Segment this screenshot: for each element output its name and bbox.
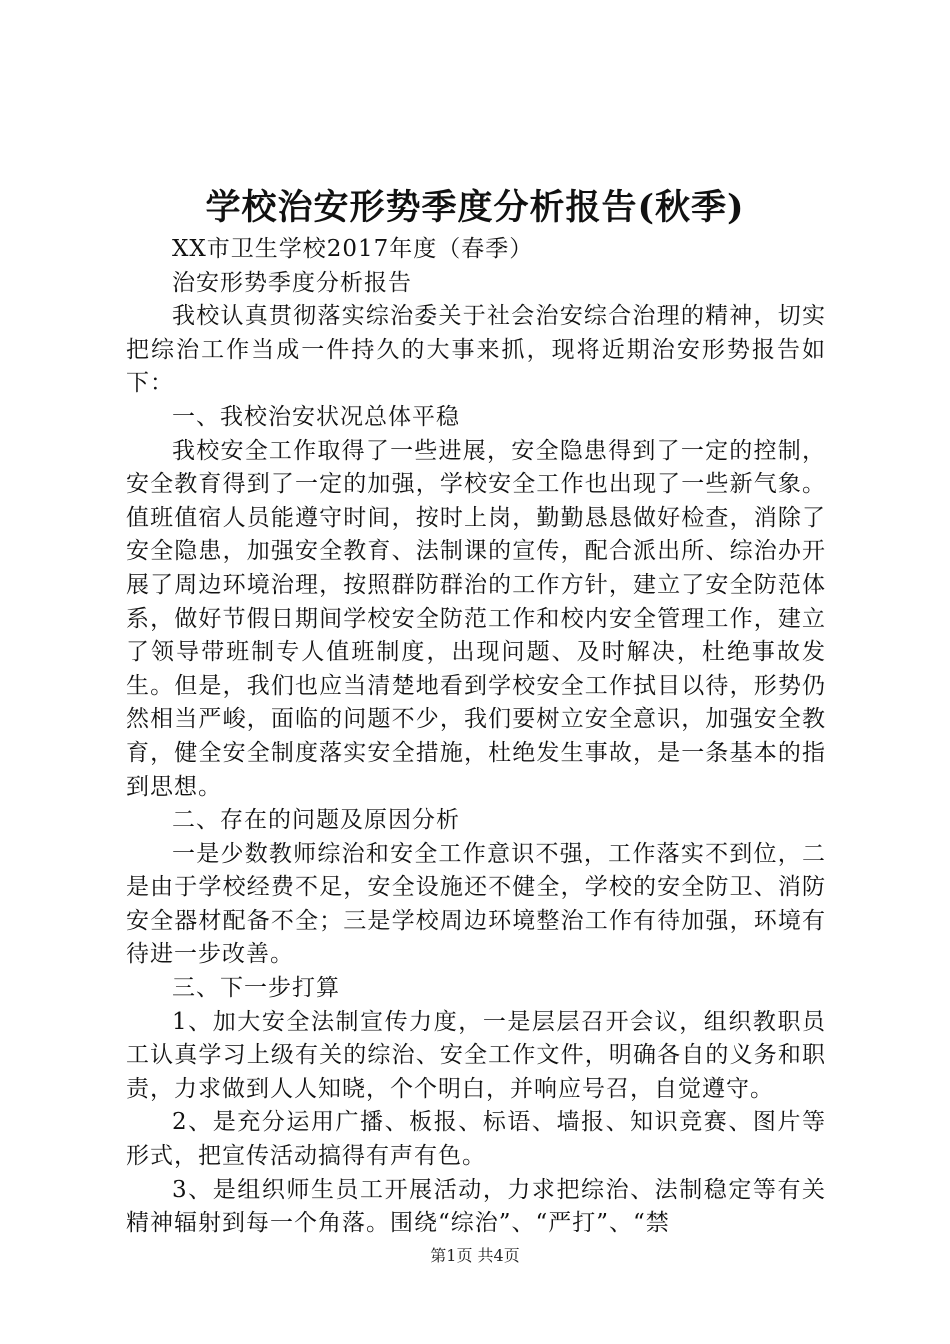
paragraph-plan-1: 1、加大安全法制宣传力度，一是层层召开会议，组织教职员工认真学习上级有关的综治、安全工作文件，明确各自的义务和职责，力求做到人人知晓，个个明白，并响应号召，自觉遵守。	[126, 1008, 826, 1102]
paragraph-subtitle: 治安形势季度分析报告	[172, 269, 412, 296]
section-heading-3: 三、下一步打算	[172, 975, 340, 1002]
document-body	[126, 233, 826, 1241]
paragraph-section-2: 一是少数教师综治和安全工作意识不强，工作落实不到位，二是由于学校经费不足，安全设施还不健全，学校的安全防卫、消防安全器材配备不全；三是学校周边环境整治工作有待加强，环境有待进一步改善。	[126, 840, 826, 968]
paragraph-intro: 我校认真贯彻落实综治委关于社会治安综合治理的精神，切实把综治工作当成一件持久的大事来抓，现将近期治安形势报告如下：	[126, 303, 826, 397]
document-title: 学校治安形势季度分析报告(秋季)	[205, 187, 745, 228]
section-heading-2: 二、存在的问题及原因分析	[172, 807, 460, 834]
paragraph-plan-3: 3、是组织师生员工开展活动，力求把综治、法制稳定等有关精神辐射到每一个角落。围绕“综治”、“严打”、“禁	[126, 1176, 826, 1237]
paragraph-plan-2: 2、是充分运用广播、板报、标语、墙报、知识竞赛、图片等形式，把宣传活动搞得有声有色。	[126, 1109, 826, 1170]
paragraph-section-1: 我校安全工作取得了一些进展，安全隐患得到了一定的控制，安全教育得到了一定的加强，学校安全工作也出现了一些新气象。值班值宿人员能遵守时间，按时上岗，勤勤恳恳做好检查，消除了安全隐患，加强安全教育、法制课的宣传，配合派出所、综治办开展了周边环境治理，按照群防群治的工作方针，建立了安全防范体系，做好节假日期间学校安全防范工作和校内安全管理工作，建立了领导带班制专人值班制度，出现问题、及时解决，杜绝事故发生。但是，我们也应当清楚地看到学校安全工作拭目以待，形势仍然相当严峻，面临的问题不少，我们要树立安全意识，加强安全教育，健全安全制度落实安全措施，杜绝发生事故，是一条基本的指到思想。	[126, 437, 826, 800]
paragraph-school-line: XX市卫生学校2017年度（春季）	[172, 236, 534, 262]
section-heading-1: 一、我校治安状况总体平稳	[172, 403, 460, 430]
page-number-footer: 第1页 共4页	[430, 1246, 520, 1265]
